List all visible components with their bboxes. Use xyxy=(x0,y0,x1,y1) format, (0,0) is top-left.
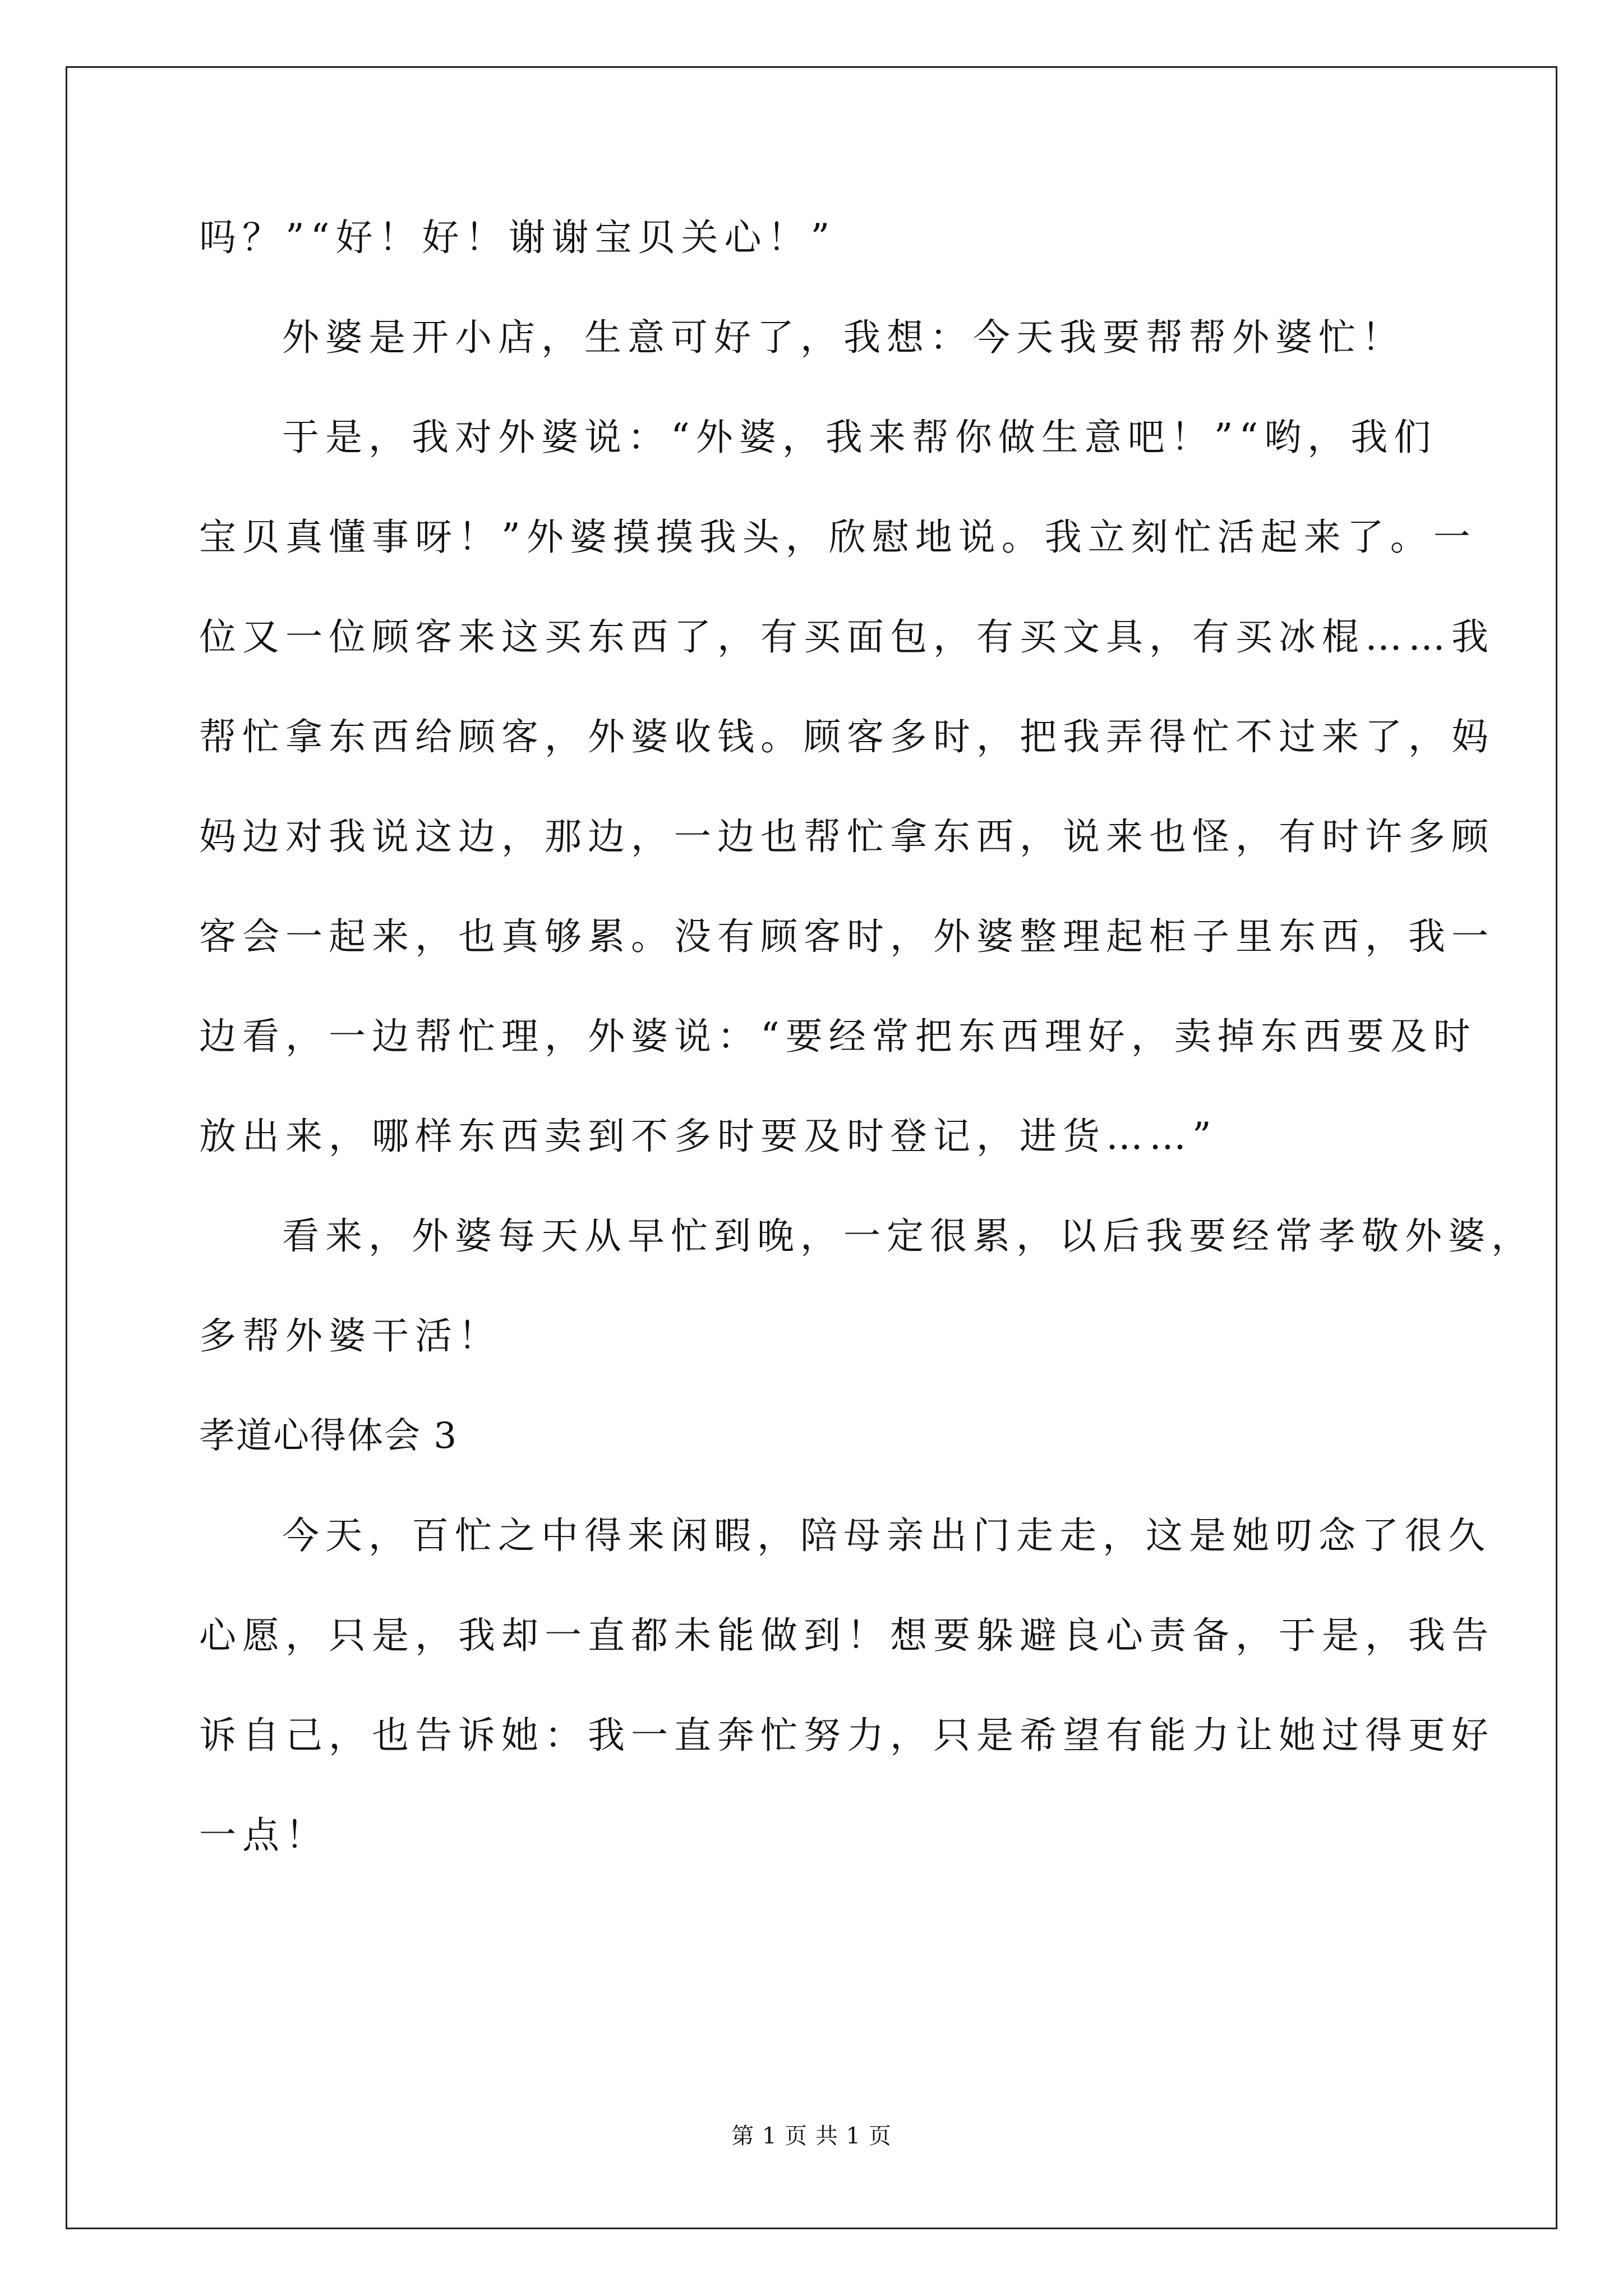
text-line-12: 多帮外婆干活！ xyxy=(199,1314,501,1358)
text-line-7: 妈边对我说这边，那边，一边也帮忙拿东西，说来也怪，有时许多顾 xyxy=(199,815,1495,858)
text-line-10: 放出来，哪样东西卖到不多时要及时登记，进货……” xyxy=(199,1115,1218,1158)
text-line-5: 位又一位顾客来这买东西了，有买面包，有买文具，有买冰棍……我 xyxy=(199,615,1495,659)
page-number-footer: 第 1 页 共 1 页 xyxy=(731,2123,892,2149)
text-line-3: 于是，我对外婆说：“外婆，我来帮你做生意吧！”“哟，我们 xyxy=(282,416,1437,459)
text-line-17: 一点！ xyxy=(199,1814,329,1857)
text-line-16: 诉自己，也告诉她：我一直奔忙努力，只是希望有能力让她过得更好 xyxy=(199,1714,1495,1757)
text-line-8: 客会一起来，也真够累。没有顾客时，外婆整理起柜子里东西，我一 xyxy=(199,915,1495,958)
text-line-1: 吗？”“好！好！谢谢宝贝关心！” xyxy=(199,216,836,259)
text-line-15: 心愿，只是，我却一直都未能做到！想要躲避良心责备，于是，我告 xyxy=(199,1614,1495,1657)
text-line-6: 帮忙拿东西给顾客，外婆收钱。顾客多时，把我弄得忙不过来了，妈 xyxy=(199,715,1495,758)
section-heading: 孝道心得体会 3 xyxy=(199,1415,458,1457)
text-line-4: 宝贝真懂事呀！”外婆摸摸我头，欣慰地说。我立刻忙活起来了。一 xyxy=(199,516,1477,559)
text-line-2: 外婆是开小店，生意可好了，我想：今天我要帮帮外婆忙！ xyxy=(282,316,1405,359)
document-body xyxy=(199,188,1534,1885)
text-line-9: 边看，一边帮忙理，外婆说：“要经常把东西理好，卖掉东西要及时 xyxy=(199,1015,1477,1058)
text-line-11: 看来，外婆每天从早忙到晚，一定很累，以后我要经常孝敬外婆， xyxy=(282,1214,1534,1258)
text-line-14: 今天，百忙之中得来闲暇，陪母亲出门走走，这是她叨念了很久 xyxy=(282,1514,1491,1557)
